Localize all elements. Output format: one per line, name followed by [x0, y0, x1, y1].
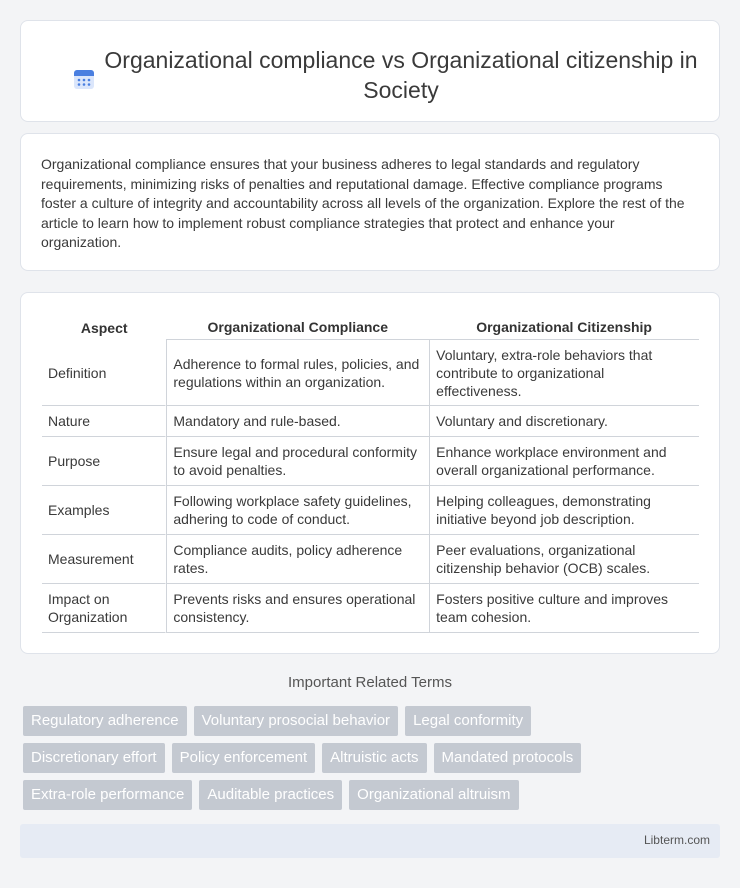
tag-altruistic-acts[interactable]: Altruistic acts: [322, 743, 426, 773]
footer-site-link[interactable]: Libterm.com: [643, 833, 710, 847]
tag-row: [23, 743, 703, 773]
table-row: [42, 486, 699, 535]
row-compliance: Adherence to formal rules, policies, and regulations within an organization.: [166, 340, 429, 406]
row-compliance: Compliance audits, policy adherence rates.: [166, 535, 429, 584]
table-row: [42, 340, 699, 406]
tag-row: [23, 706, 703, 736]
row-compliance: Prevents risks and ensures operational consistency.: [166, 584, 429, 633]
tag-discretionary-effort[interactable]: Discretionary effort: [23, 743, 165, 773]
table-row: [42, 437, 699, 486]
tag-policy-enforcement[interactable]: Policy enforcement: [172, 743, 316, 773]
tag-row: [23, 780, 703, 810]
row-citizenship: Voluntary, extra-role behaviors that contribute to organizational effectiveness.: [429, 340, 699, 406]
page-title: Organizational compliance vs Organizational citizenship in Society: [104, 47, 698, 103]
table-row: [42, 584, 699, 633]
comparison-table-card: [20, 292, 720, 654]
row-compliance: Mandatory and rule-based.: [166, 406, 429, 437]
tag-mandated-protocols[interactable]: Mandated protocols: [434, 743, 582, 773]
row-aspect: Definition: [42, 340, 166, 406]
column-header-aspect: Aspect: [80, 319, 128, 336]
table-row: [42, 406, 699, 437]
row-aspect: Measurement: [42, 535, 166, 584]
row-compliance: Ensure legal and procedural conformity to avoid penalties.: [166, 437, 429, 486]
tag-auditable-practices[interactable]: Auditable practices: [199, 780, 342, 810]
intro-card: [20, 133, 720, 271]
row-compliance: Following workplace safety guidelines, adhering to code of conduct.: [166, 486, 429, 535]
row-citizenship: Fosters positive culture and improves team cohesion.: [429, 584, 699, 633]
row-aspect: Nature: [42, 406, 166, 437]
tag-regulatory-adherence[interactable]: Regulatory adherence: [23, 706, 187, 736]
row-citizenship: Helping colleagues, demonstrating initiative beyond job description.: [429, 486, 699, 535]
column-header-compliance: Organizational Compliance: [166, 313, 429, 340]
tag-legal-conformity[interactable]: Legal conformity: [405, 706, 531, 736]
tag-extra-role-performance[interactable]: Extra-role performance: [23, 780, 192, 810]
related-terms-list: [23, 706, 703, 817]
row-citizenship: Voluntary and discretionary.: [429, 406, 699, 437]
title-card: [20, 20, 720, 122]
row-aspect: Examples: [42, 486, 166, 535]
comparison-table: [42, 313, 699, 633]
table-header-row: [42, 313, 699, 340]
calendar-grid-icon: [73, 68, 95, 90]
column-header-citizenship: Organizational Citizenship: [429, 313, 699, 340]
related-terms-heading: Important Related Terms: [288, 674, 452, 691]
row-citizenship: Peer evaluations, organizational citizenship behavior (OCB) scales.: [429, 535, 699, 584]
row-aspect: Impact on Organization: [42, 584, 166, 633]
tag-voluntary-prosocial-behavior[interactable]: Voluntary prosocial behavior: [194, 706, 398, 736]
row-citizenship: Enhance workplace environment and overall organizational performance.: [429, 437, 699, 486]
table-row: [42, 535, 699, 584]
intro-paragraph: Organizational compliance ensures that your business adheres to legal standards and regulatory requirements, minimizing risks of penalties and reputational damage. Effective compliance programs foster a culture of integrity and accountability across all levels of the organization. Explore the rest of the article to learn how to implement robust compliance strategies that protect and enhance your organization.: [41, 156, 685, 251]
row-aspect: Purpose: [42, 437, 166, 486]
tag-organizational-altruism[interactable]: Organizational altruism: [349, 780, 518, 810]
footer-bar: [20, 824, 720, 858]
